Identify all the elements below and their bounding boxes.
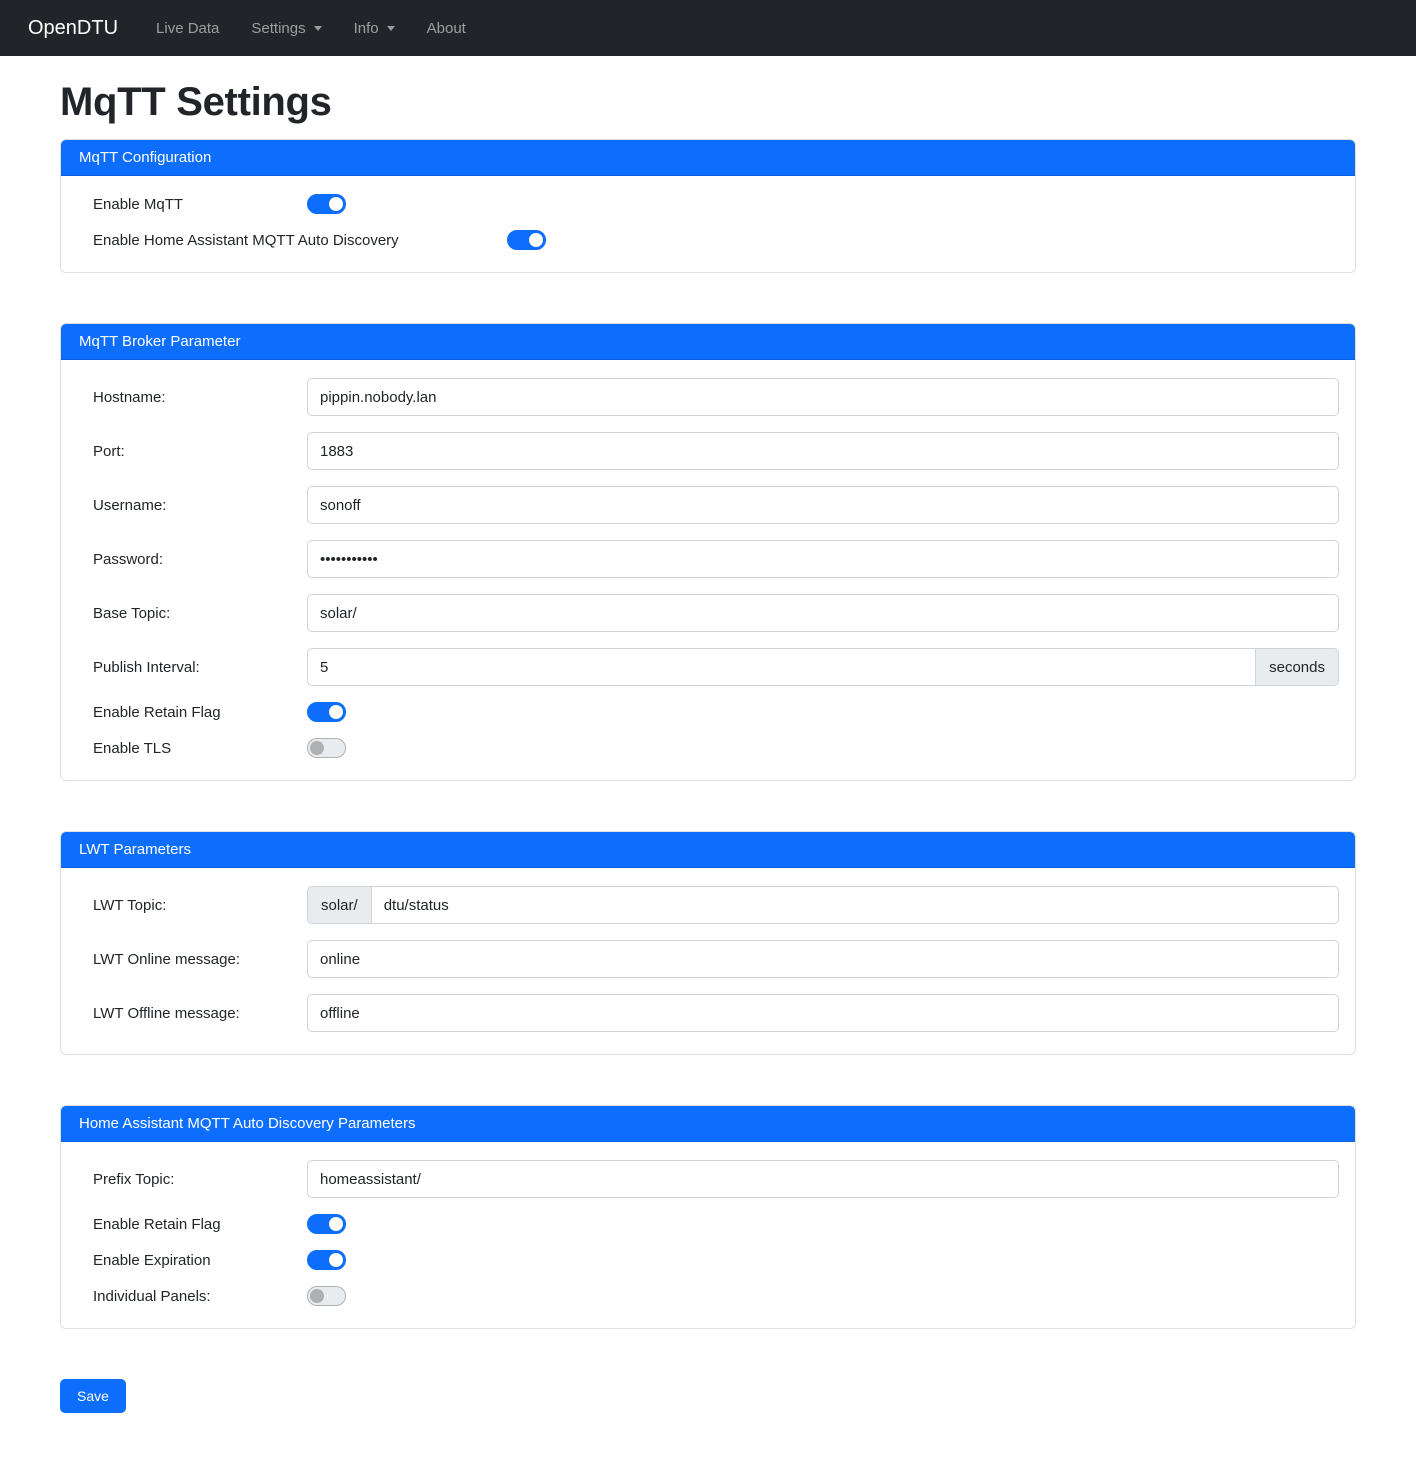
switch-wrap-enable-mqtt <box>307 194 346 214</box>
lwt-topic-input[interactable] <box>371 886 1339 924</box>
lwt-topic-prefix: solar/ <box>307 886 371 924</box>
port-input[interactable] <box>307 432 1339 470</box>
toggle-ha-retain-flag[interactable] <box>307 1214 346 1234</box>
nav-item-settings[interactable] <box>235 12 337 45</box>
field-port <box>307 432 1339 470</box>
label-individual-panels: Individual Panels: <box>93 1287 211 1305</box>
main-content <box>60 139 1356 1443</box>
field-lwt-offline-message <box>307 994 1339 1032</box>
row-prefix-topic <box>77 1160 1339 1198</box>
switch-wrap-enable-tls <box>307 738 346 758</box>
label-publish-interval: Publish Interval: <box>93 658 200 676</box>
nav-item-live-data[interactable] <box>140 12 235 45</box>
row-broker-retain-flag <box>77 702 1339 722</box>
label-enable-mqtt: Enable MqTT <box>93 195 184 213</box>
page-title: MqTT Settings <box>60 80 332 124</box>
card-header-homeassistant-parameters: Home Assistant MQTT Auto Discovery Parameters <box>61 1106 1355 1142</box>
label-ha-expiration: Enable Expiration <box>93 1251 211 1269</box>
row-ha-expiration <box>77 1250 1339 1270</box>
nav-item-about[interactable] <box>411 12 482 45</box>
row-individual-panels <box>77 1286 1339 1306</box>
nav-item-label: Settings <box>251 19 306 37</box>
nav-links <box>140 12 482 45</box>
label-username: Username: <box>93 496 167 514</box>
label-port: Port: <box>93 442 125 460</box>
row-enable-mqtt <box>77 194 1339 214</box>
nav-item-label: Live Data <box>156 19 220 37</box>
row-enable-ha-discovery <box>77 230 1339 250</box>
toggle-broker-retain-flag[interactable] <box>307 702 346 722</box>
label-enable-ha-discovery: Enable Home Assistant MQTT Auto Discovery <box>93 231 399 249</box>
card-body-mqtt-configuration <box>61 176 1355 272</box>
card-header-broker-parameter: MqTT Broker Parameter <box>61 324 1355 360</box>
field-password <box>307 540 1339 578</box>
switch-wrap-ha-retain-flag <box>307 1214 346 1234</box>
card-homeassistant-parameters <box>60 1105 1356 1329</box>
toggle-individual-panels[interactable] <box>307 1286 346 1306</box>
row-hostname <box>77 378 1339 416</box>
row-base-topic <box>77 594 1339 632</box>
row-lwt-online-message <box>77 940 1339 978</box>
field-base-topic <box>307 594 1339 632</box>
card-broker-parameter <box>60 323 1356 781</box>
label-hostname: Hostname: <box>93 388 166 406</box>
field-hostname <box>307 378 1339 416</box>
row-ha-retain-flag <box>77 1214 1339 1234</box>
label-broker-retain-flag: Enable Retain Flag <box>93 703 221 721</box>
nav-item-label: Info <box>353 19 379 37</box>
card-body-broker-parameter <box>61 360 1355 780</box>
prefix-topic-input[interactable] <box>307 1160 1339 1198</box>
toggle-enable-ha-discovery[interactable] <box>507 230 546 250</box>
switch-wrap-ha-expiration <box>307 1250 346 1270</box>
label-lwt-topic: LWT Topic: <box>93 896 167 914</box>
label-enable-tls: Enable TLS <box>93 739 172 757</box>
field-lwt-topic <box>307 886 1339 924</box>
field-username <box>307 486 1339 524</box>
field-lwt-online-message <box>307 940 1339 978</box>
label-prefix-topic: Prefix Topic: <box>93 1170 175 1188</box>
row-password <box>77 540 1339 578</box>
chevron-down-icon <box>387 26 395 31</box>
password-input[interactable] <box>307 540 1339 578</box>
row-publish-interval <box>77 648 1339 686</box>
row-enable-tls <box>77 738 1339 758</box>
row-username <box>77 486 1339 524</box>
lwt-offline-message-input[interactable] <box>307 994 1339 1032</box>
publish-interval-unit: seconds <box>1256 648 1339 686</box>
switch-wrap-broker-retain-flag <box>307 702 346 722</box>
nav-item-label: About <box>426 19 466 37</box>
switch-wrap-enable-ha-discovery <box>507 230 546 250</box>
chevron-down-icon <box>314 26 322 31</box>
toggle-enable-tls[interactable] <box>307 738 346 758</box>
card-lwt-parameters <box>60 831 1356 1055</box>
card-header-lwt-parameters: LWT Parameters <box>61 832 1355 868</box>
lwt-online-message-input[interactable] <box>307 940 1339 978</box>
toggle-ha-expiration[interactable] <box>307 1250 346 1270</box>
label-password: Password: <box>93 550 164 568</box>
row-lwt-offline-message <box>77 994 1339 1032</box>
row-port <box>77 432 1339 470</box>
username-input[interactable] <box>307 486 1339 524</box>
toggle-enable-mqtt[interactable] <box>307 194 346 214</box>
row-lwt-topic <box>77 886 1339 924</box>
card-header-mqtt-configuration: MqTT Configuration <box>61 140 1355 176</box>
save-button[interactable]: Save <box>60 1379 126 1413</box>
publish-interval-input[interactable] <box>307 648 1256 686</box>
base-topic-input[interactable] <box>307 594 1339 632</box>
card-body-lwt-parameters <box>61 868 1355 1054</box>
label-ha-retain-flag: Enable Retain Flag <box>93 1215 221 1233</box>
label-lwt-online-message: LWT Online message: <box>93 950 241 968</box>
label-lwt-offline-message: LWT Offline message: <box>93 1004 240 1022</box>
card-mqtt-configuration <box>60 139 1356 273</box>
field-prefix-topic <box>307 1160 1339 1198</box>
hostname-input[interactable] <box>307 378 1339 416</box>
card-body-homeassistant-parameters <box>61 1142 1355 1328</box>
top-navbar <box>0 0 1416 56</box>
label-base-topic: Base Topic: <box>93 604 171 622</box>
field-publish-interval <box>307 648 1339 686</box>
switch-wrap-individual-panels <box>307 1286 346 1306</box>
nav-item-info[interactable] <box>338 12 411 45</box>
brand-link[interactable]: OpenDTU <box>28 16 119 39</box>
